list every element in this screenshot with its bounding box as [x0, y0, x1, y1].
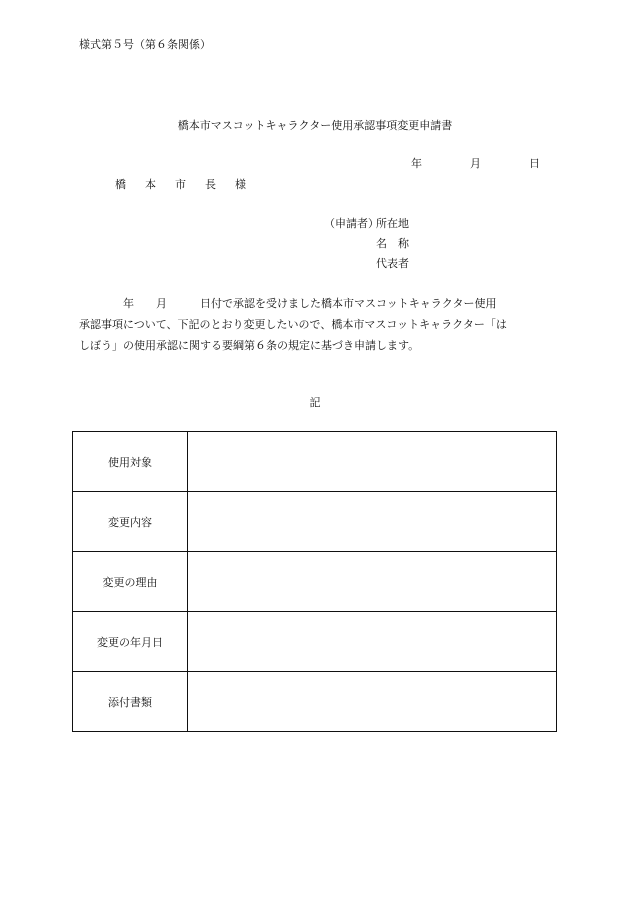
applicant-representative: 代表者 [376, 257, 409, 270]
document-title: 橋本市マスコットキャラクター使用承認事項変更申請書 [177, 119, 453, 132]
row-label: 変更の年月日 [73, 612, 188, 672]
row-label: 変更の理由 [73, 552, 188, 612]
date-month: 月 [470, 157, 481, 170]
addressee: 橋 本 市 長 様 [115, 178, 250, 191]
table-row [73, 612, 557, 672]
table-row [73, 672, 557, 732]
row-value-field[interactable] [188, 612, 557, 672]
row-value-field[interactable] [188, 432, 557, 492]
applicant-address: 所在地 [376, 217, 409, 230]
body-paragraph [79, 293, 555, 356]
ki-heading: 記 [309, 396, 321, 409]
details-table [72, 431, 557, 732]
row-value-field[interactable] [188, 492, 557, 552]
applicant-name: 名 称 [376, 237, 409, 250]
body-line-3: しぼう」の使用承認に関する要綱第６条の規定に基づき申請します。 [79, 339, 420, 352]
date-year: 年 [411, 157, 422, 170]
table-row [73, 492, 557, 552]
applicant-label: （申請者） [324, 217, 379, 230]
date-day: 日 [529, 157, 540, 170]
row-value-field[interactable] [188, 552, 557, 612]
table-row [73, 552, 557, 612]
body-line-2: 承認事項について、下記のとおり変更したいので、橋本市マスコットキャラクター「は [79, 318, 507, 331]
row-label: 添付書類 [73, 672, 188, 732]
row-label: 変更内容 [73, 492, 188, 552]
row-label: 使用対象 [73, 432, 188, 492]
form-number: 様式第５号（第６条関係） [79, 38, 211, 51]
row-value-field[interactable] [188, 672, 557, 732]
table-row [73, 432, 557, 492]
body-line-1: 年 月 日付で承認を受けました橋本市マスコットキャラクター使用 [79, 297, 497, 310]
